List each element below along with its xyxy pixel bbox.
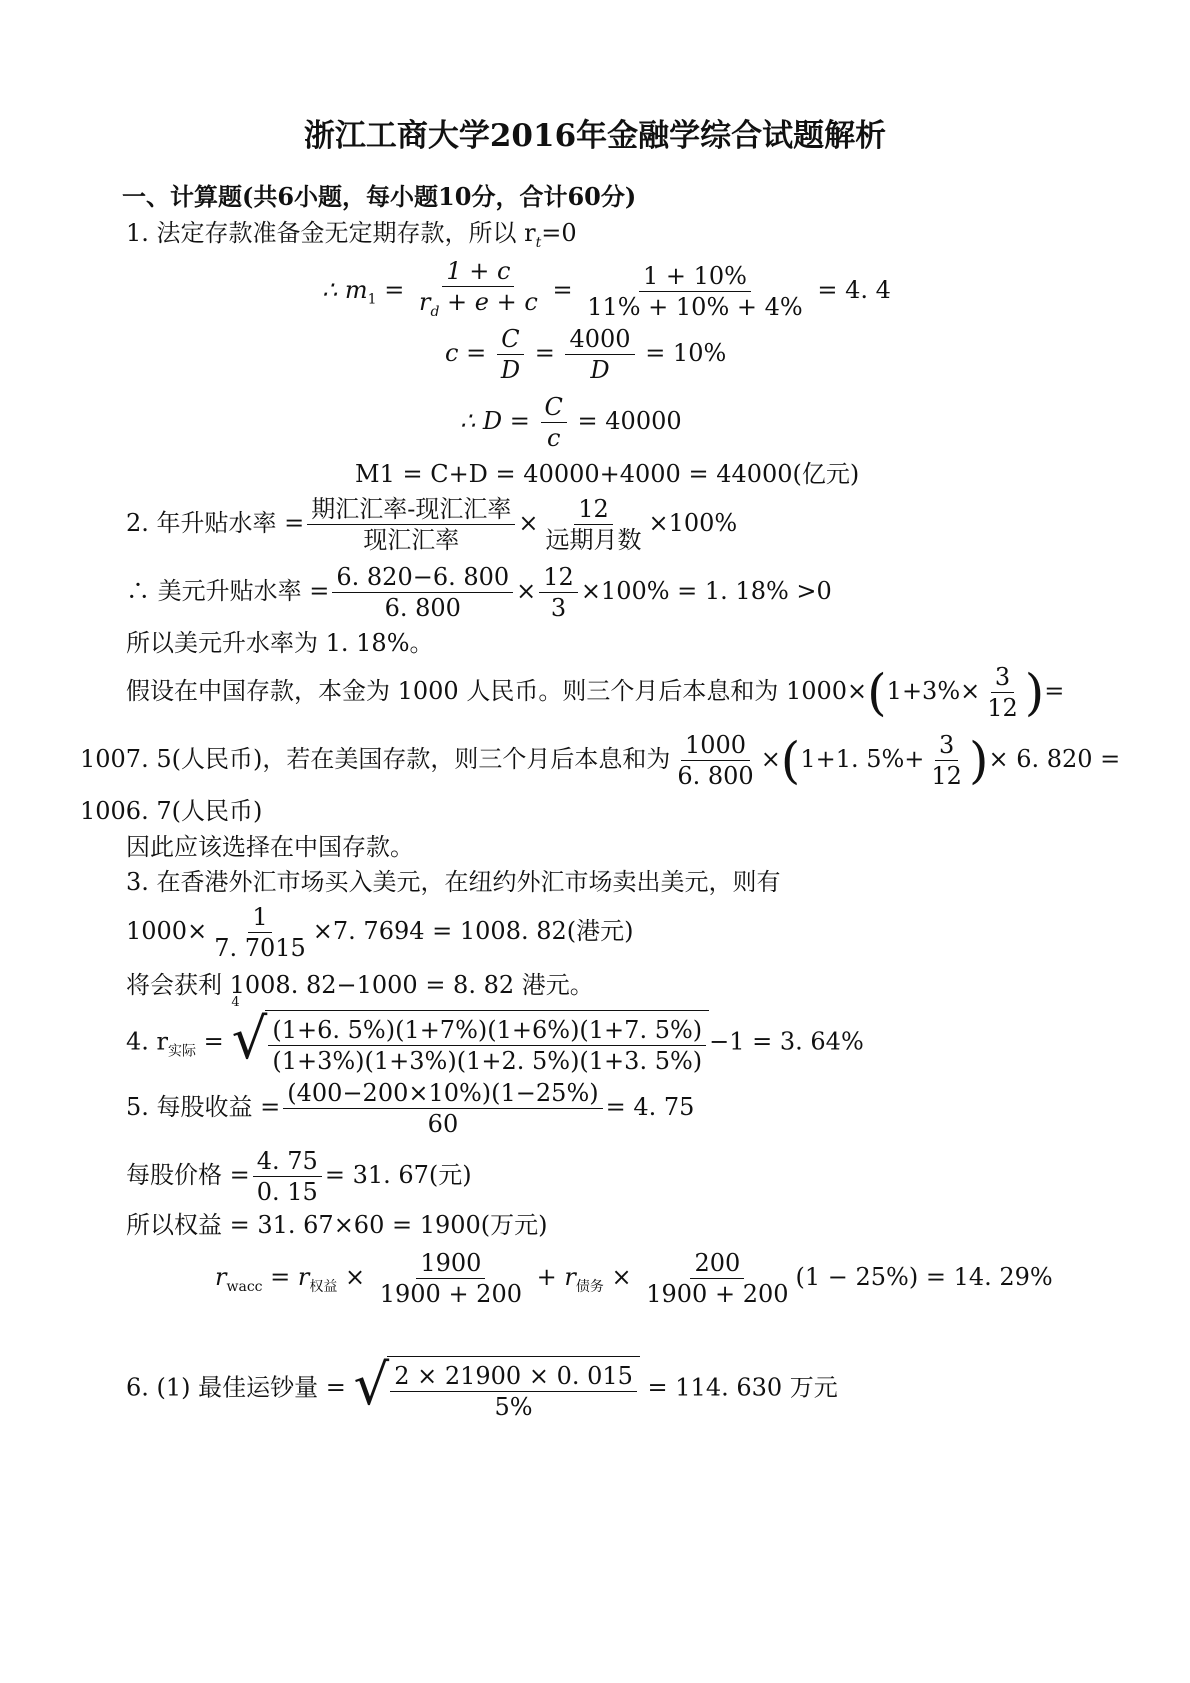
q6-tail: = 114. 630 万元 xyxy=(647,1373,838,1402)
q1-money-multiplier-equation xyxy=(322,256,891,327)
denominator: 6. 800 xyxy=(677,762,754,790)
q5-price-fraction xyxy=(253,1146,322,1207)
left-paren: ( xyxy=(867,663,887,722)
numerator: (400−200×10%)(1−25%) xyxy=(283,1078,602,1109)
numerator: 1 + 10% xyxy=(639,261,751,292)
q4-root xyxy=(231,995,709,1076)
q2-p2-inner: 1+1. 5%+ xyxy=(800,745,925,773)
numerator: (1+6. 5%)(1+7%)(1+6%)(1+7. 5%) xyxy=(268,1015,706,1046)
denominator: 3 xyxy=(550,594,567,622)
q4-prefix: 4. r xyxy=(126,1027,168,1056)
q2-p2-fraction-1 xyxy=(673,730,757,791)
numerator: 4000 xyxy=(565,324,634,355)
q3-intro: 3. 在香港外汇市场买入美元，在纽约外汇市场卖出美元，则有 xyxy=(126,868,781,896)
q2-calc-prefix: ∴ 美元升贴水率 = xyxy=(126,577,330,605)
denominator xyxy=(415,287,542,327)
q2-formula-prefix: 2. 年升贴水率 = xyxy=(126,509,305,537)
q4-tail: −1 = 3. 64% xyxy=(709,1027,864,1056)
wacc-equity-sub: 权益 xyxy=(309,1278,338,1295)
q1-eq2-prefix: c = xyxy=(445,339,487,367)
radicand xyxy=(265,1010,709,1076)
q5-eps-fraction xyxy=(283,1078,602,1139)
document-title: 浙江工商大学2016年金融学综合试题解析 xyxy=(303,118,887,154)
q2-p1-inner: 1+3%× xyxy=(886,677,981,705)
times-sign: × xyxy=(760,745,781,773)
equals-sign: = xyxy=(203,1027,224,1056)
wacc-sub: wacc xyxy=(226,1278,263,1295)
q1-eq2-fraction-1 xyxy=(497,324,524,385)
q4-real-rate xyxy=(126,995,864,1076)
q1-intro-text: 1. 法定存款准备金无定期存款，所以 r xyxy=(126,219,536,247)
numerator: 3 xyxy=(991,662,1014,693)
numerator: 6. 820−6. 800 xyxy=(332,562,513,593)
numerator: C xyxy=(497,324,523,355)
numerator: 1900 xyxy=(416,1248,485,1279)
denominator-r: r xyxy=(418,288,431,316)
q4-fraction xyxy=(268,1015,706,1076)
q2-conclusion: 所以美元升水率为 1. 18%。 xyxy=(126,629,434,657)
q2-formula xyxy=(126,494,737,555)
numerator: C xyxy=(541,392,567,423)
q5-price xyxy=(126,1146,472,1207)
q1-eq3-prefix: ∴ D = xyxy=(460,407,530,435)
denominator: 远期月数 xyxy=(545,526,642,554)
right-paren: ) xyxy=(968,731,989,790)
numerator: 12 xyxy=(574,494,613,525)
denominator: 0. 15 xyxy=(256,1178,318,1206)
q2-p1-tail: = xyxy=(1044,677,1065,705)
denominator: 11% + 10% + 4% xyxy=(587,292,803,321)
times-sign: × xyxy=(518,509,539,537)
q1-m1-equation: M1 = C+D = 40000+4000 = 44000(亿元) xyxy=(355,460,860,488)
q2-formula-fraction-2 xyxy=(541,494,645,555)
q2-formula-fraction-1 xyxy=(307,494,515,555)
q2-us-result: 1006. 7(人民币) xyxy=(80,797,263,825)
q1-eq1-prefix-sub: 1 xyxy=(367,291,377,308)
q6-root xyxy=(353,1353,640,1422)
q2-calc-fraction-1 xyxy=(332,562,513,623)
q1-eq1-fraction-2 xyxy=(583,261,807,322)
q5-equity: 所以权益 = 31. 67×60 = 1900(万元) xyxy=(126,1211,548,1239)
numerator: 200 xyxy=(690,1248,744,1279)
left-paren: ( xyxy=(780,731,801,790)
q1-intro-sub: t xyxy=(535,234,542,251)
denominator: 12 xyxy=(987,694,1018,722)
equals-sign: = xyxy=(552,275,573,304)
q5-eps-prefix: 5. 每股收益 = xyxy=(126,1093,281,1121)
denominator: 6. 800 xyxy=(384,594,461,622)
q1-deposit-equation xyxy=(460,392,682,453)
q6-prefix: 6. (1) 最佳运钞量 = xyxy=(126,1373,346,1402)
q1-eq1-fraction-1 xyxy=(415,256,542,327)
wacc-plus: + r xyxy=(536,1263,576,1291)
denominator: 12 xyxy=(931,762,962,790)
radical-sign-icon: √ xyxy=(231,1007,268,1072)
q1-eq2-result: = 10% xyxy=(645,339,727,367)
q2-decision: 因此应该选择在中国存款。 xyxy=(126,833,414,861)
numerator: 4. 75 xyxy=(253,1146,322,1177)
q1-intro xyxy=(126,218,577,258)
denominator-sub: d xyxy=(430,303,440,320)
q3-calc-tail: ×7. 7694 = 1008. 82(港元) xyxy=(312,917,634,945)
wacc-eq: = r xyxy=(262,1263,310,1291)
equals-sign: = xyxy=(384,275,405,304)
denominator: 60 xyxy=(427,1110,459,1138)
denominator: 1900 + 200 xyxy=(379,1280,522,1308)
q2-formula-tail: ×100% xyxy=(648,509,738,537)
q6-optimal-cash xyxy=(126,1353,838,1422)
times-sign: × xyxy=(516,577,537,605)
wacc-debt-sub: 债务 xyxy=(575,1278,604,1295)
q5-eps xyxy=(126,1078,694,1139)
denominator: (1+3%)(1+3%)(1+2. 5%)(1+3. 5%) xyxy=(272,1047,703,1075)
q1-eq1-prefix: ∴ m xyxy=(322,275,368,304)
q5-price-tail: = 31. 67(元) xyxy=(324,1161,472,1189)
denominator-tail: + e + c xyxy=(439,288,538,316)
q2-p1-fraction xyxy=(983,662,1022,723)
q2-us-deposit xyxy=(80,730,1120,791)
denominator: 现汇汇率 xyxy=(363,526,460,554)
q5-price-prefix: 每股价格 = xyxy=(126,1161,250,1189)
q2-p2-fraction-2 xyxy=(927,730,966,791)
q5-wacc xyxy=(215,1248,1053,1309)
equals-sign: = xyxy=(534,339,555,367)
q5-wacc-fraction-2 xyxy=(642,1248,792,1309)
denominator: 1900 + 200 xyxy=(646,1280,789,1308)
right-paren: ) xyxy=(1024,663,1045,722)
denominator: D xyxy=(590,356,610,384)
numerator: 3 xyxy=(935,730,958,761)
q5-wacc-fraction-1 xyxy=(376,1248,526,1309)
q3-calc xyxy=(126,902,633,963)
q3-calc-fraction xyxy=(210,902,310,963)
numerator: 期汇汇率-现汇汇率 xyxy=(307,494,515,525)
numerator: 2 × 21900 × 0. 015 xyxy=(390,1361,637,1392)
denominator: D xyxy=(500,356,521,384)
q5-eps-tail: = 4. 75 xyxy=(605,1093,695,1121)
wacc-r: r xyxy=(215,1263,227,1291)
q2-china-deposit xyxy=(126,662,1064,723)
denominator: 5% xyxy=(494,1393,533,1421)
q1-eq3-fraction xyxy=(541,392,567,453)
numerator: 1 xyxy=(248,902,271,933)
section-heading: 一、计算题(共6小题，每小题10分，合计60分) xyxy=(122,182,637,211)
q2-p2-tail: × 6. 820 = xyxy=(988,745,1121,773)
q1-currency-ratio-equation xyxy=(445,324,726,385)
q5-wacc-tail: (1 − 25%) = 14. 29% xyxy=(795,1263,1053,1291)
q2-calc xyxy=(126,562,832,623)
q2-calc-fraction-2 xyxy=(539,562,578,623)
q2-p2-text: 1007. 5(人民币)，若在美国存款，则三个月后本息和为 xyxy=(80,745,671,773)
radical-sign-icon: √ xyxy=(353,1353,390,1418)
denominator: c xyxy=(546,424,561,452)
radicand xyxy=(387,1356,640,1422)
root-index: 4 xyxy=(231,995,240,1010)
q3-profit: 将会获利 1008. 82−1000 = 8. 82 港元。 xyxy=(126,971,594,999)
q1-eq1-result: = 4. 4 xyxy=(817,275,891,304)
numerator: 12 xyxy=(539,562,578,593)
q1-intro-tail: =0 xyxy=(541,219,577,247)
q2-calc-tail: ×100% = 1. 18% >0 xyxy=(580,577,832,605)
q1-eq2-fraction-2 xyxy=(565,324,634,385)
numerator: 1 + c xyxy=(442,256,514,287)
q4-prefix-sub: 实际 xyxy=(168,1043,196,1060)
q3-calc-prefix: 1000× xyxy=(126,917,208,945)
numerator: 1000 xyxy=(681,730,750,761)
denominator: 7. 7015 xyxy=(214,934,306,962)
q6-fraction xyxy=(390,1361,637,1422)
q2-p1-text: 假设在中国存款，本金为 1000 人民币。则三个月后本息和为 1000× xyxy=(126,677,868,705)
q1-eq3-result: = 40000 xyxy=(577,407,682,435)
times-sign: × xyxy=(337,1263,366,1291)
times-sign: × xyxy=(603,1263,632,1291)
